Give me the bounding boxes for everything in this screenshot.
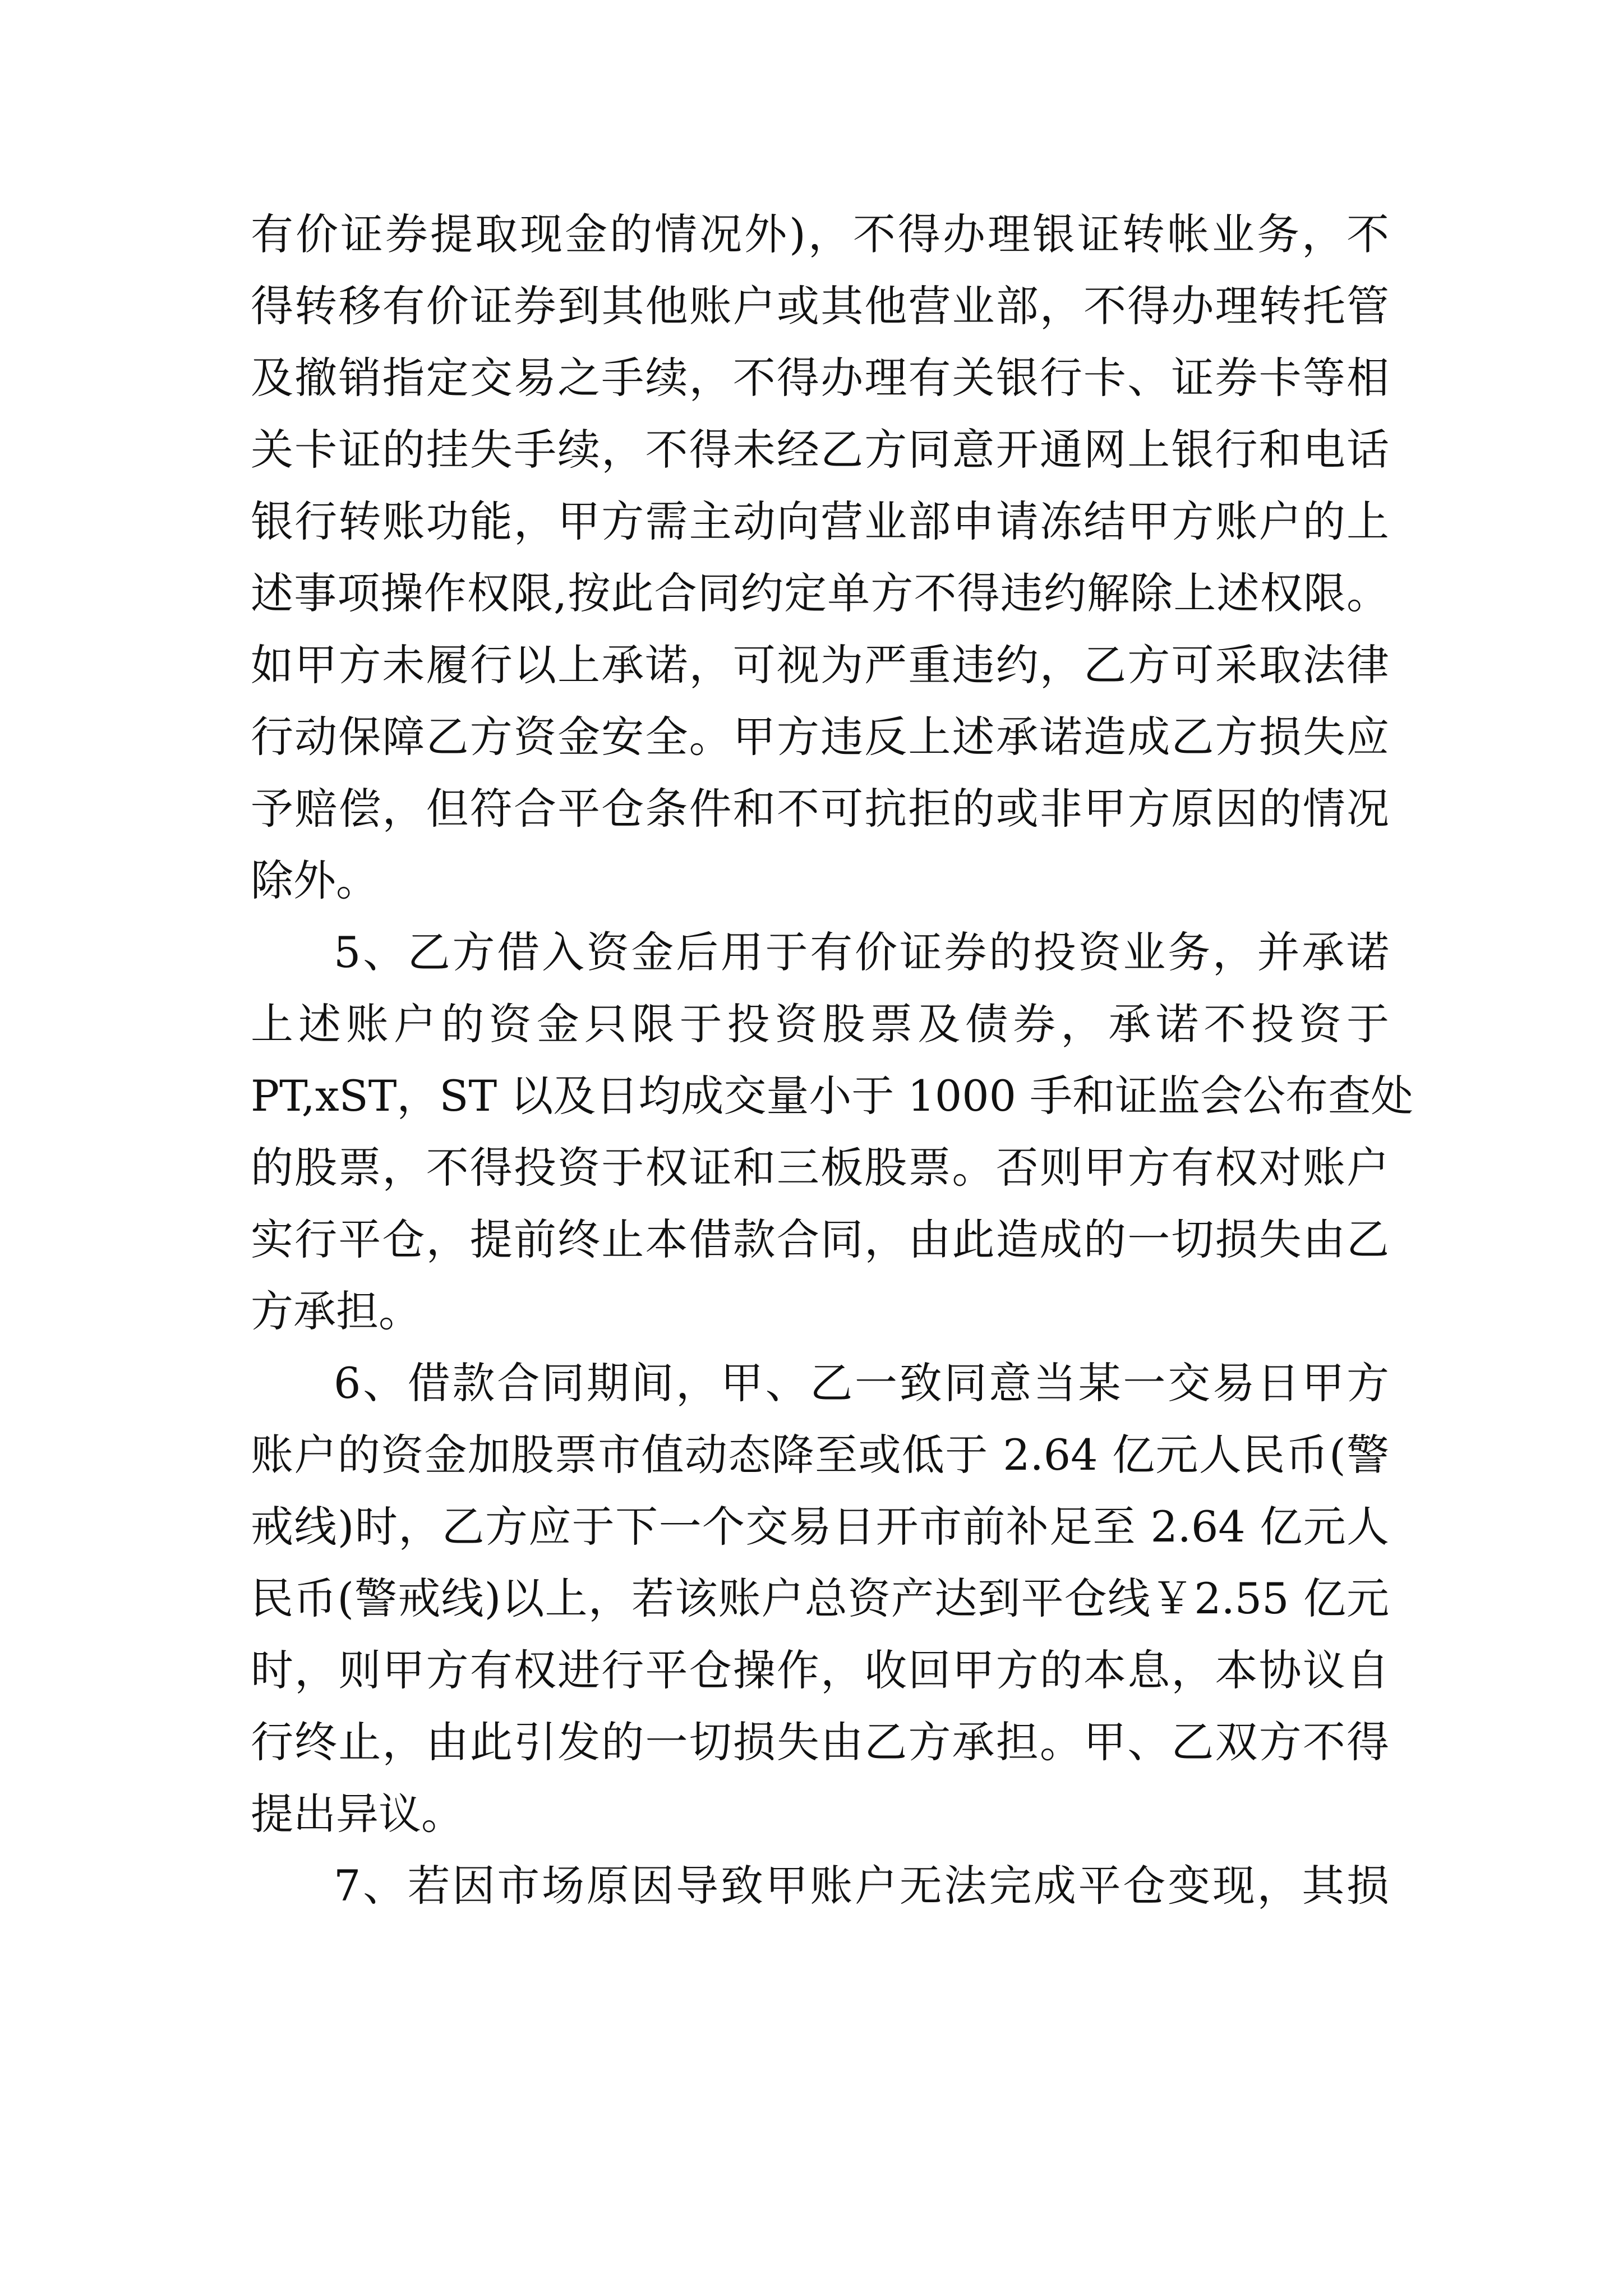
text-line: PT,xST，ST 以及日均成交量小于 1000 手和证监会公布查处 bbox=[251, 1071, 1414, 1121]
text-line: 银行转账功能，甲方需主动向营业部申请冻结甲方账户的上 bbox=[251, 496, 1389, 546]
text-line: 有价证券提取现金的情况外)，不得办理银证转帐业务，不 bbox=[251, 209, 1389, 259]
text-line: 得转移有价证券到其他账户或其他营业部，不得办理转托管 bbox=[251, 281, 1389, 331]
text-line: 时，则甲方有权进行平仓操作，收回甲方的本息，本协议自 bbox=[251, 1645, 1389, 1695]
paragraph-4-continuation bbox=[251, 199, 1389, 917]
text-line: 及撤销指定交易之手续，不得办理有关银行卡、证券卡等相 bbox=[251, 353, 1389, 403]
text-line: 予赔偿，但符合平仓条件和不可抗拒的或非甲方原因的情况 bbox=[251, 784, 1389, 834]
paragraph-clause-7 bbox=[251, 1850, 1389, 1922]
text-line: 账户的资金加股票市值动态降至或低于 2.64 亿元人民币(警 bbox=[251, 1430, 1389, 1480]
text-line: 6、借款合同期间，甲、乙一致同意当某一交易日甲方 bbox=[334, 1358, 1389, 1408]
text-line: 方承担。 bbox=[251, 1286, 421, 1336]
text-line: 关卡证的挂失手续，不得未经乙方同意开通网上银行和电话 bbox=[251, 425, 1389, 475]
text-line: 民币(警戒线)以上，若该账户总资产达到平仓线￥2.55 亿元 bbox=[251, 1573, 1389, 1623]
document-body bbox=[251, 199, 1414, 1922]
text-line: 述事项操作权限,按此合同约定单方不得违约解除上述权限。 bbox=[251, 568, 1389, 618]
text-line: 行终止，由此引发的一切损失由乙方承担。甲、乙双方不得 bbox=[251, 1717, 1389, 1767]
text-line: 5、乙方借入资金后用于有价证券的投资业务，并承诺 bbox=[334, 927, 1389, 977]
text-line: 上述账户的资金只限于投资股票及债券，承诺不投资于 bbox=[251, 999, 1389, 1049]
text-line: 行动保障乙方资金安全。甲方违反上述承诺造成乙方损失应 bbox=[251, 712, 1389, 762]
text-line: 戒线)时，乙方应于下一个交易日开市前补足至 2.64 亿元人 bbox=[251, 1502, 1389, 1552]
text-line: 7、若因市场原因导致甲账户无法完成平仓变现，其损 bbox=[334, 1861, 1389, 1911]
text-line: 的股票，不得投资于权证和三板股票。否则甲方有权对账户 bbox=[251, 1143, 1389, 1193]
paragraph-clause-5 bbox=[251, 917, 1414, 1347]
text-line: 除外。 bbox=[251, 855, 379, 905]
paragraph-clause-6 bbox=[251, 1347, 1389, 1850]
text-line: 提出异议。 bbox=[251, 1789, 464, 1839]
text-line: 实行平仓，提前终止本借款合同，由此造成的一切损失由乙 bbox=[251, 1214, 1389, 1264]
text-line: 如甲方未履行以上承诺，可视为严重违约，乙方可采取法律 bbox=[251, 640, 1389, 690]
